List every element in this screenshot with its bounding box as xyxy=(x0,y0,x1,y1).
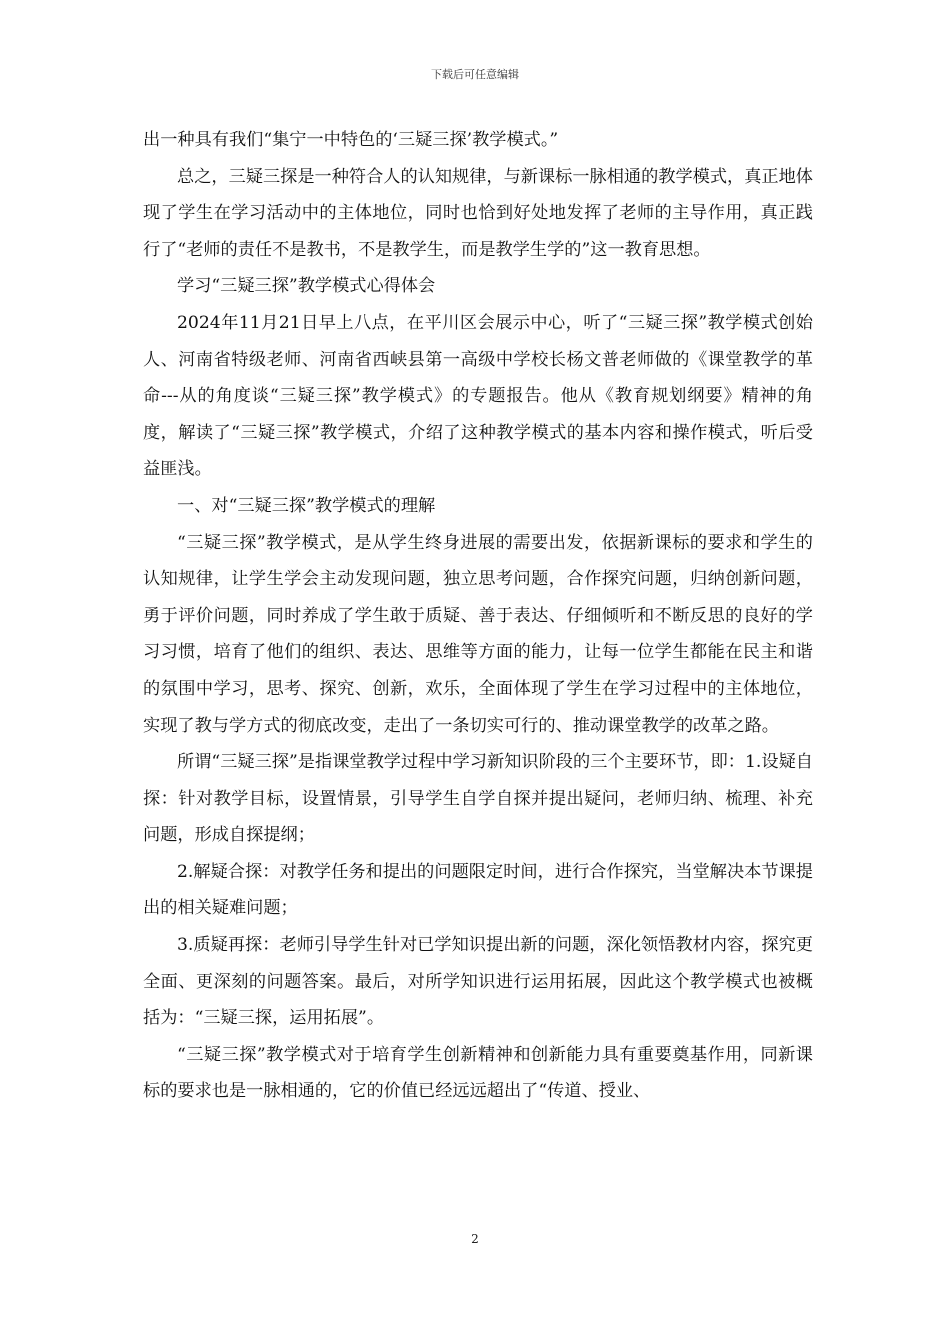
paragraph-7: 3.质疑再探：老师引导学生针对已学知识提出新的问题，深化领悟教材内容，探究更全面、更深刻的问题答案。最后，对所学知识进行运用拓展，因此这个教学模式也被概括为：“三疑三探，运用拓展”。 xyxy=(143,935,813,1029)
subheading-1: 一、对“三疑三探”教学模式的理解 xyxy=(177,495,436,516)
paragraph-2: 总之，三疑三探是一种符合人的认知规律，与新课标一脉相通的教学模式，真正地体现了学生在学习活动中的主体地位，同时也恰到好处地发挥了老师的主导作用，真正践行了“老师的责任不是教书，不是教学生，而是教学生学的”这一教育思想。 xyxy=(143,166,813,260)
paragraph-3: 2024年11月21日早上八点，在平川区会展示中心，听了“三疑三探”教学模式创始人、河南省特级老师、河南省西峡县第一高级中学校长杨文普老师做的《课堂教学的革命---从的角度谈“三疑三探”教学模式》的专题报告。他从《教育规划纲要》精神的角度，解读了“三疑三探”教学模式，介绍了这种教学模式的基本内容和操作模式，听后受益匪浅。 xyxy=(143,312,813,480)
paragraph-6: 2.解疑合探：对教学任务和提出的问题限定时间，进行合作探究，当堂解决本节课提出的相关疑难问题； xyxy=(143,861,813,919)
page-header: 下载后可任意编辑 xyxy=(431,68,519,81)
page-number: 2 xyxy=(471,1232,479,1246)
document-body xyxy=(143,122,813,1110)
paragraph-1: 出一种具有我们“集宁一中特色的‘三疑三探’教学模式。” xyxy=(143,130,559,150)
paragraph-4: “三疑三探”教学模式，是从学生终身进展的需要出发，依据新课标的要求和学生的认知规律，让学生学会主动发现问题，独立思考问题，合作探究问题，归纳创新问题，勇于评价问题，同时养成了学生敢于质疑、善于表达、仔细倾听和不断反思的良好的学习习惯，培育了他们的组织、表达、思维等方面的能力，让每一位学生都能在民主和谐的氛围中学习，思考、探究、创新，欢乐，全面体现了学生在学习过程中的主体地位，实现了教与学方式的彻底改变，走出了一条切实可行的、推动课堂教学的改革之路。 xyxy=(143,532,813,736)
paragraph-8: “三疑三探”教学模式对于培育学生创新精神和创新能力具有重要奠基作用，同新课标的要求也是一脉相通的，它的价值已经远远超出了“传道、授业、 xyxy=(143,1044,813,1102)
paragraph-5: 所谓“三疑三探”是指课堂教学过程中学习新知识阶段的三个主要环节，即：1.设疑自探：针对教学目标，设置情景，引导学生自学自探并提出疑问，老师归纳、梳理、补充问题，形成自探提纲； xyxy=(143,752,813,846)
section-title: 学习“三疑三探”教学模式心得体会 xyxy=(177,276,436,297)
